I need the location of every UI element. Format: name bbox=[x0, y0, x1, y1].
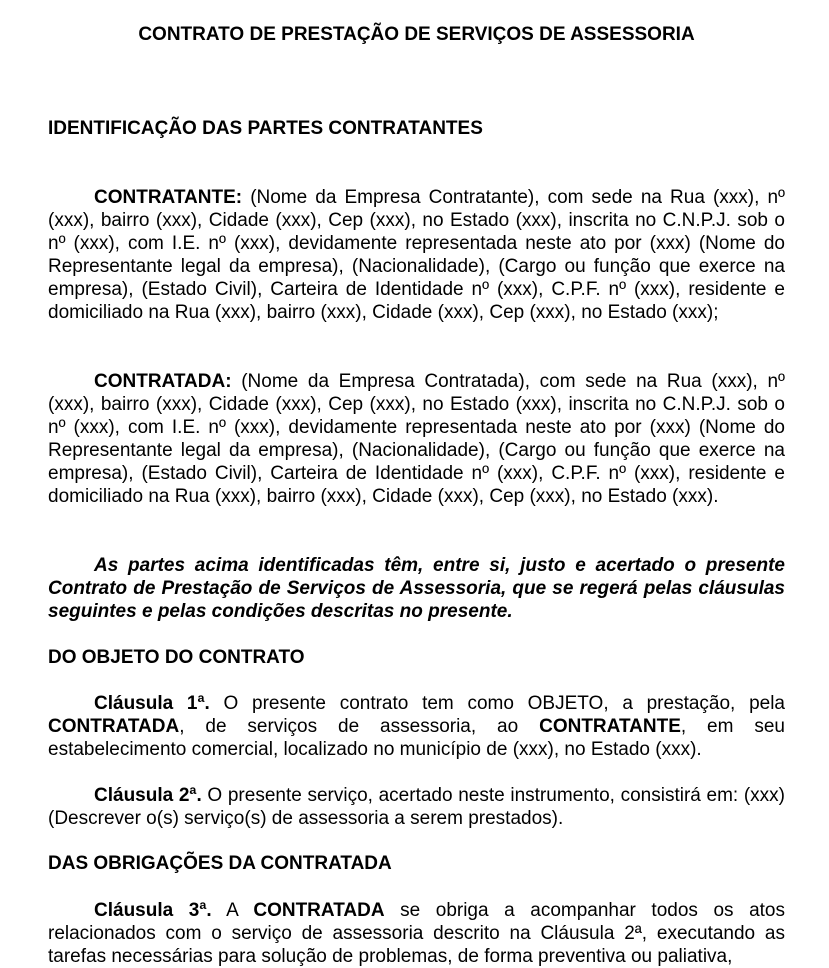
contratante-label: CONTRATANTE: bbox=[94, 187, 243, 208]
clausula-1-text-c: , em seu estabelecimento comercial, localizado no município de (xxx), no Estado (xxx). bbox=[48, 716, 785, 760]
clausula-2-text: O presente serviço, acertado neste instrumento, consistirá em: (xxx) (Descrever o(s) serviço(s) de assessoria a serem prestados). bbox=[48, 785, 785, 829]
paragraph-preambulo: As partes acima identificadas têm, entre si, justo e acertado o presente Contrato de Prestação de Serviços de Assessoria, que se regerá pelas cláusulas seguintes e pelas condições descritas no presente. bbox=[48, 555, 785, 622]
clausula-3-contratada: CONTRATADA bbox=[253, 900, 385, 921]
contratante-text: (Nome da Empresa Contratante), com sede na Rua (xxx), nº (xxx), bairro (xxx), Cidade (xxx), Cep (xxx), no Estado (xxx), inscrita no C.N.P.J. sob o nº (xxx), com I.E. nº (xxx), devidamente representada neste ato por (xxx) (Nome do Representante legal da empresa), (Nacionalidade), (Cargo ou função que exerce na empresa), (Estado Civil), Carteira de Identidade nº (xxx), C.P.F. nº (xxx), residente e domiciliado na Rua (xxx), bairro (xxx), Cidade (xxx), Cep (xxx), no Estado (xxx); bbox=[48, 187, 785, 323]
section-heading-identificacao: IDENTIFICAÇÃO DAS PARTES CONTRATANTES bbox=[48, 118, 483, 139]
paragraph-contratada bbox=[48, 370, 785, 508]
section-heading-obrigacoes: DAS OBRIGAÇÕES DA CONTRATADA bbox=[48, 853, 392, 874]
paragraph-clausula-1 bbox=[48, 692, 785, 761]
contratada-text: (Nome da Empresa Contratada), com sede na Rua (xxx), nº (xxx), bairro (xxx), Cidade (xxx), Cep (xxx), no Estado (xxx), inscrita no C.N.P.J. sob o nº (xxx), com I.E. nº (xxx), devidamente representada neste ato por (xxx) (Nome do Representante legal da empresa), (Nacionalidade), (Cargo ou função que exerce na empresa), (Estado Civil), Carteira de Identidade nº (xxx), C.P.F. nº (xxx), residente e domiciliado na Rua (xxx), bairro (xxx), Cidade (xxx), Cep (xxx), no Estado (xxx). bbox=[48, 371, 785, 507]
clausula-3-label: Cláusula 3ª. bbox=[94, 900, 212, 921]
contratada-label: CONTRATADA: bbox=[94, 371, 232, 392]
paragraph-clausula-2 bbox=[48, 784, 785, 830]
document-title: CONTRATO DE PRESTAÇÃO DE SERVIÇOS DE ASSESSORIA bbox=[138, 24, 695, 45]
clausula-1-text-a: O presente contrato tem como OBJETO, a prestação, pela bbox=[209, 693, 785, 714]
clausula-1-label: Cláusula 1ª. bbox=[94, 693, 210, 714]
clausula-1-contratante: CONTRATANTE bbox=[539, 716, 681, 737]
clausula-3-text-b: se obriga a acompanhar todos os atos relacionados com o serviço de assessoria descrito na Cláusula 2ª, executando as tarefas necessárias para solução de problemas, de forma preventiva ou paliativa, bbox=[48, 900, 786, 967]
clausula-3-text-a: A bbox=[211, 900, 254, 921]
clausula-1-contratada: CONTRATADA bbox=[48, 716, 180, 737]
clausula-2-label: Cláusula 2ª. bbox=[94, 785, 202, 806]
paragraph-contratante bbox=[48, 186, 785, 324]
clausula-1-text-b: , de serviços de assessoria, ao bbox=[179, 716, 540, 737]
section-heading-objeto: DO OBJETO DO CONTRATO bbox=[48, 647, 305, 668]
paragraph-clausula-3 bbox=[48, 899, 785, 968]
